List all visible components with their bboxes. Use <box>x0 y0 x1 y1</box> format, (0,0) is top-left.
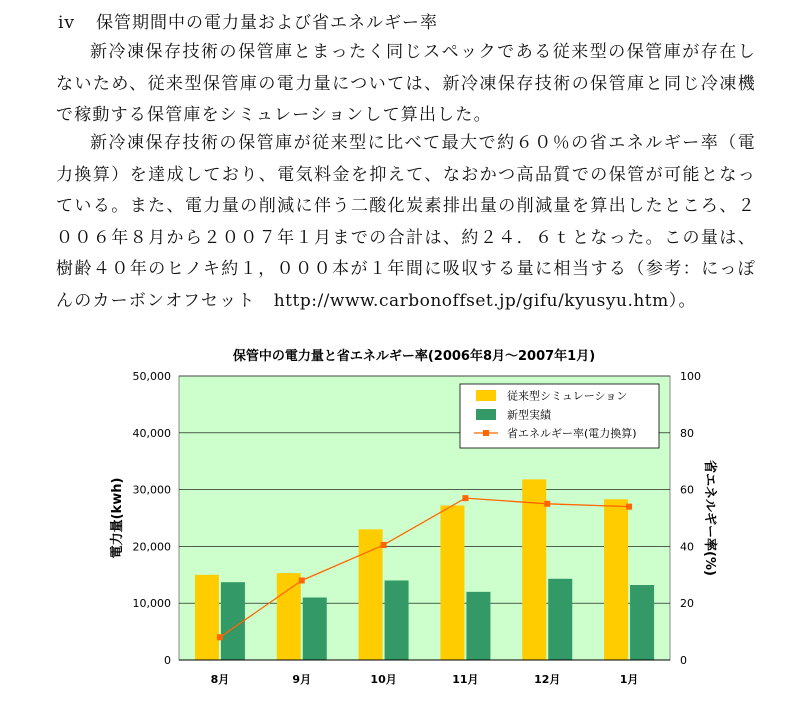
power-chart <box>0 340 786 727</box>
y2-tick-label: 20 <box>680 597 694 611</box>
paragraph-2-end: ）。 <box>668 290 697 311</box>
savings-rate-marker <box>462 495 468 501</box>
paragraph-1: 新冷凍保存技術の保管庫とまったく同じスペックである従来型の保管庫が存在しないため、従来型保管庫の電力量については、新冷凍保存技術の保管庫と同じ冷凍機で稼動する保管庫をシミュレーションして算出した。 <box>56 42 756 125</box>
bar-new <box>548 579 572 660</box>
y-tick-label: 50,000 <box>132 370 171 383</box>
x-tick-label: 12月 <box>534 673 561 686</box>
section-heading <box>58 8 438 33</box>
y-tick-label: 30,000 <box>132 483 171 497</box>
paragraph-2 <box>56 128 756 317</box>
legend-swatch-new <box>476 409 496 420</box>
x-tick-label: 8月 <box>210 673 230 686</box>
savings-rate-marker <box>381 542 387 548</box>
bar-conventional <box>604 499 628 660</box>
section-number: iv <box>58 13 76 33</box>
reference-link[interactable]: http://www.carbonoffset.jp/gifu/kyusyu.htm <box>273 290 669 311</box>
bar-conventional <box>522 479 546 660</box>
y2-tick-label: 0 <box>680 654 687 667</box>
x-tick-label: 1月 <box>619 673 639 686</box>
x-tick-label: 9月 <box>292 673 312 686</box>
savings-rate-marker <box>217 634 223 640</box>
bar-conventional <box>195 575 219 660</box>
y2-tick-label: 60 <box>680 483 694 497</box>
y-tick-label: 10,000 <box>132 597 171 611</box>
y-axis-label: 電力量(kwh) <box>110 477 125 559</box>
chart-title: 保管中の電力量と省エネルギー率(2006年8月～2007年1月) <box>232 349 596 364</box>
bar-new <box>221 582 245 660</box>
bar-new <box>385 580 409 660</box>
paragraph-2-text: 新冷凍保存技術の保管庫が従来型に比べて最大で約６０％の省エネルギー率（電力換算）を達成しており、電気料金を抑えて、なおかつ高品質での保管が可能となっている。また、電力量の削減に伴う二酸化炭素排出量の削減量を算出したところ、２００６年８月から２００７年１月までの合計は、約２４．６ｔとなった。この量は、樹齢４０年のヒノキ約１，０００本が１年間に吸収する量に相当する（参考：にっぽんのカーボンオフセット <box>56 133 756 311</box>
y2-axis-label: 省エネルギー率(%) <box>702 460 717 576</box>
bar-new <box>630 585 654 660</box>
legend-swatch-marker <box>483 430 489 436</box>
savings-rate-marker <box>544 501 550 507</box>
legend-label-new: 新型実績 <box>507 408 551 422</box>
x-tick-label: 11月 <box>452 673 479 686</box>
x-tick-label: 10月 <box>370 673 397 686</box>
y-tick-label: 40,000 <box>132 426 171 440</box>
section-title: 保管期間中の電力量および省エネルギー率 <box>96 13 438 33</box>
savings-rate-marker <box>626 504 632 510</box>
y-tick-label: 0 <box>164 654 171 667</box>
legend-swatch-conventional <box>476 390 496 401</box>
y2-tick-label: 80 <box>680 426 694 440</box>
legend-label-conventional: 従来型シミュレーション <box>507 389 628 403</box>
y2-tick-label: 100 <box>680 370 701 383</box>
bar-conventional <box>440 506 464 660</box>
bar-conventional <box>359 529 383 660</box>
bar-conventional <box>277 573 301 660</box>
legend-label-line: 省エネルギー率(電力換算) <box>507 427 637 440</box>
bar-new <box>466 592 490 660</box>
y-tick-label: 20,000 <box>132 540 171 554</box>
bar-new <box>303 598 327 660</box>
y2-tick-label: 40 <box>680 540 694 554</box>
legend <box>460 384 659 448</box>
savings-rate-marker <box>299 577 305 583</box>
